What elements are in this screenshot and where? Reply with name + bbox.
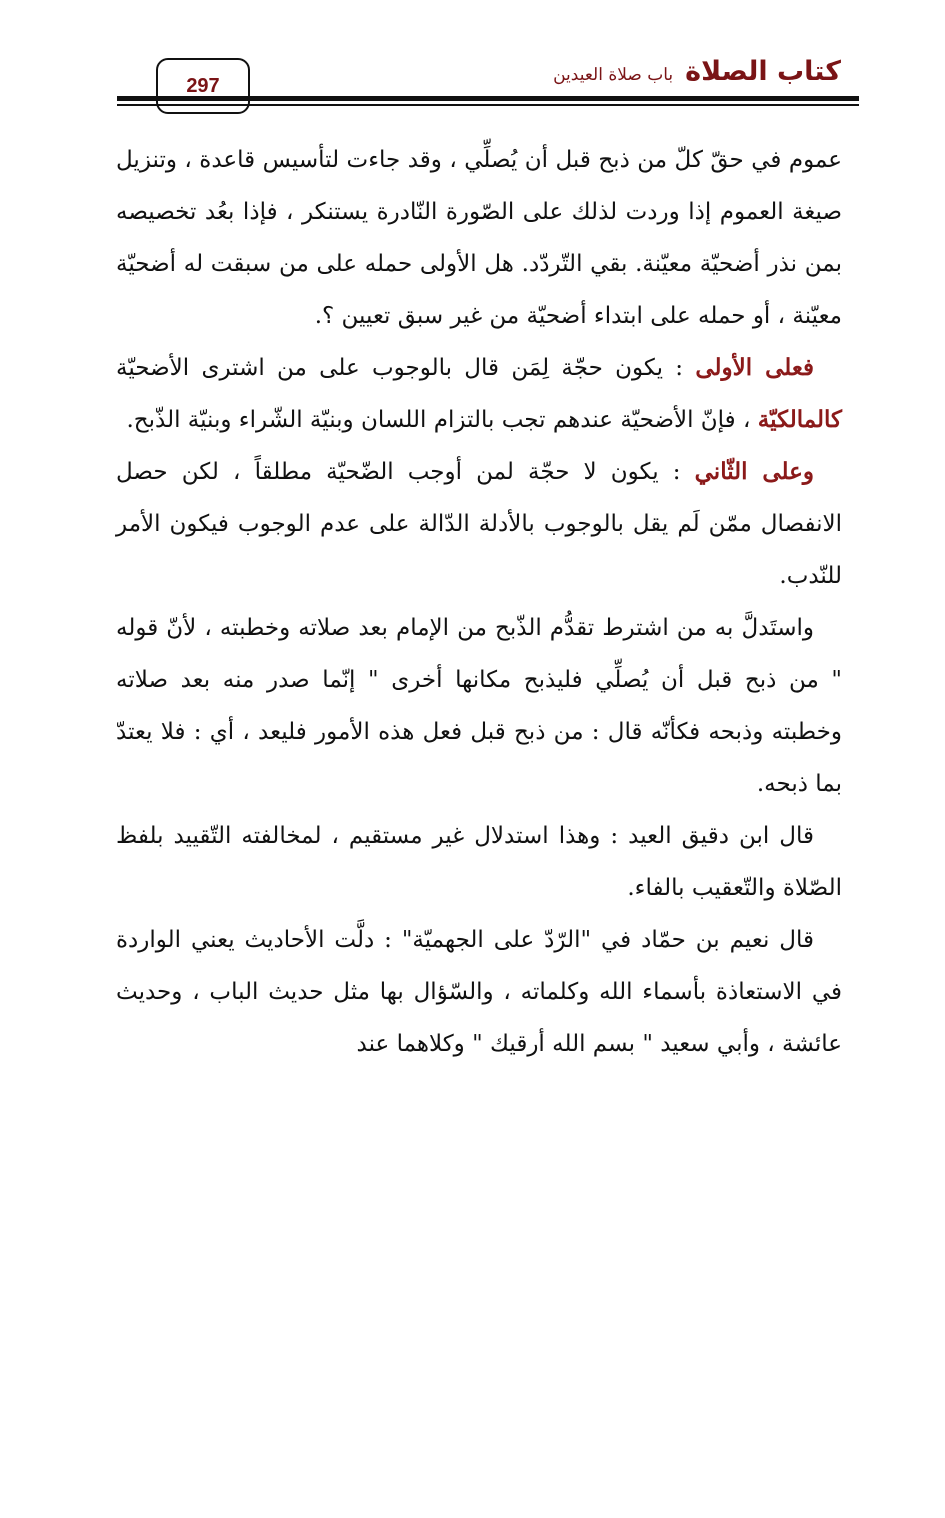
header-rule-thin xyxy=(117,104,859,106)
paragraph-3-text: : يكون لا حجّة لمن أوجب الضّحيّة مطلقاً ، لكن حصل الانفصال ممّن لَم يقل بالوجوب بالأدلة الدّالة على عدم الوجوب فيكون الأمر للنّدب. xyxy=(116,459,842,589)
paragraph-1 xyxy=(116,134,842,342)
paragraph-3-lead: وعلى الثّاني xyxy=(694,458,814,485)
header-rule-thick xyxy=(117,96,859,101)
paragraph-2-text-b: ، فإنّ الأضحيّة عندهم تجب بالتزام اللسان وبنيّة الشّراء وبنيّة الذّبح. xyxy=(126,407,758,433)
paragraph-2-highlight: كالمالكيّة xyxy=(757,406,842,433)
paragraph-2-lead: فعلى الأولى xyxy=(695,354,814,381)
running-head xyxy=(553,56,841,87)
paragraph-5 xyxy=(116,810,842,914)
page-header xyxy=(0,0,945,120)
paragraph-2-text-a: : يكون حجّة لِمَن قال بالوجوب على من اشترى الأضحيّة xyxy=(116,355,696,381)
chapter-title: باب صلاة العيدين xyxy=(553,65,674,85)
paragraph-4-text: واستَدلَّ به من اشترط تقدُّم الذّبح من الإمام بعد صلاته وخطبته ، لأنّ قوله " من ذبح قبل أن يُصلِّي فليذبح مكانها أخرى " إنّما صدر منه بعد صلاته وخطبته وذبحه فكأنّه قال : من ذبح قبل فعل هذه الأمور فليعد ، أي : فلا يعتدّ بما ذبحه. xyxy=(116,615,842,797)
paragraph-6-text: قال نعيم بن حمّاد في "الرّدّ على الجهميّة" : دلَّت الأحاديث يعني الواردة في الاستعاذة بأسماء الله وكلماته ، والسّؤال بها مثل حديث الباب ، وحديث عائشة ، وأبي سعيد " بسم الله أرقيك " وكلاهما عند xyxy=(116,927,842,1057)
paragraph-5-text: قال ابن دقيق العيد : وهذا استدلال غير مستقيم ، لمخالفته التّقييد بلفظ الصّلاة والتّعقيب بالفاء. xyxy=(116,823,842,901)
paragraph-1-text: عموم في حقّ كلّ من ذبح قبل أن يُصلِّي ، وقد جاءت لتأسيس قاعدة ، وتنزيل صيغة العموم إذا وردت لذلك على الصّورة النّادرة يستنكر ، فإذا بعُد تخصيصه بمن نذر أضحيّة معيّنة. بقي التّردّد. هل الأولى حمله على من سبقت له أضحيّة معيّنة ، أو حمله على ابتداء أضحيّة من غير سبق تعيين ؟. xyxy=(116,147,842,329)
page-number: 297 xyxy=(156,58,250,114)
paragraph-6 xyxy=(116,914,842,1070)
book-title: كتاب الصلاة xyxy=(685,56,841,87)
body-text xyxy=(116,134,842,1070)
paragraph-3 xyxy=(116,446,842,602)
paragraph-2 xyxy=(116,342,842,446)
paragraph-4 xyxy=(116,602,842,810)
